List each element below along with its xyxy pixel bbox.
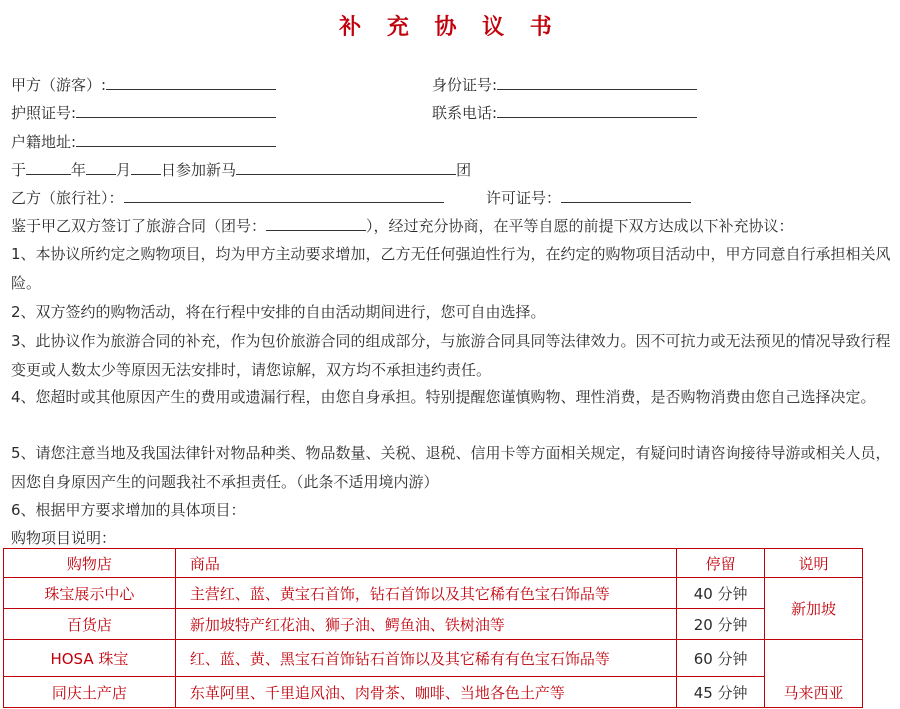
- party-a-label: 甲方（游客）:: [11, 76, 107, 94]
- license-line: [486, 187, 691, 209]
- clause-4: 4、您超时或其他原因产生的费用或遗漏行程，由您自身承担。特别提醒您谨慎购物、理性消费，是否购物消费由您自己选择决定。: [11, 388, 876, 406]
- party-b-line: [11, 187, 444, 209]
- table-row: [4, 640, 863, 677]
- shopping-table: [3, 548, 863, 708]
- phone-blank[interactable]: [497, 102, 697, 118]
- passport-line: [11, 102, 276, 124]
- clause-6: 6、根据甲方要求增加的具体项目：: [11, 501, 246, 519]
- intro-line: [11, 215, 794, 237]
- row-stay: 40 分钟: [677, 578, 765, 609]
- clause-3: 3、此协议作为旅游合同的补充，作为包价旅游合同的组成部分，与旅游合同具同等法律效力。因不可抗力或无法预见的情况导致行程变更或人数太少等原因无法安排时，请您谅解，双方均不承担违约责任。: [11, 332, 891, 379]
- table-header-row: [4, 549, 863, 578]
- group-no-blank[interactable]: [266, 215, 366, 231]
- party-b-blank[interactable]: [124, 187, 444, 203]
- year-label: 年: [71, 161, 87, 179]
- clause-5: 5、请您注意当地及我国法律针对物品种类、物品数量、关税、退税、信用卡等方面相关规定，有疑问时请咨询接待导游或相关人员，因您自身原因产生的问题我社不承担责任。（此条不适用境内游）: [11, 444, 891, 491]
- year-blank[interactable]: [26, 159, 71, 175]
- table-row: [4, 677, 863, 708]
- day-join-label: 日参加新马: [161, 161, 237, 179]
- phone-line: [432, 102, 697, 124]
- id-no-label: 身份证号:: [432, 76, 498, 94]
- row-stay: 45 分钟: [677, 677, 765, 708]
- row-shop: 百货店: [4, 609, 176, 640]
- id-no-line: [432, 74, 697, 96]
- group-label: 团: [456, 161, 472, 179]
- row-shop: HOSA 珠宝: [4, 640, 176, 677]
- party-b-label: 乙方（旅行社）：: [11, 189, 124, 207]
- table-row: [4, 609, 863, 640]
- row-goods: 东革阿里、千里追风油、肉骨茶、咖啡、当地各色土产等: [175, 677, 676, 708]
- header-note: 说明: [765, 549, 863, 578]
- party-a-line: [11, 74, 276, 96]
- intro-text-a: 鉴于甲乙双方签订了旅游合同（团号：: [11, 217, 267, 235]
- group-blank[interactable]: [236, 159, 456, 175]
- household-label: 户籍地址:: [11, 133, 77, 151]
- household-blank[interactable]: [76, 131, 276, 147]
- header-goods: 商品: [175, 549, 676, 578]
- license-label: 许可证号：: [486, 189, 562, 207]
- row-shop: 同庆土产店: [4, 677, 176, 708]
- document-title: 补 充 协 议 书: [339, 15, 561, 40]
- header-shop: 购物店: [4, 549, 176, 578]
- month-blank[interactable]: [86, 159, 116, 175]
- party-a-blank[interactable]: [106, 74, 276, 90]
- row-goods: 新加坡特产红花油、狮子油、鳄鱼油、铁树油等: [175, 609, 676, 640]
- row-note: 马来西亚: [765, 640, 863, 708]
- intro-text-b: ），经过充分协商，在平等自愿的前提下双方达成以下补充协议：: [366, 217, 794, 235]
- row-goods: 主营红、蓝、黄宝石首饰，钻石首饰以及其它稀有色宝石饰品等: [175, 578, 676, 609]
- phone-label: 联系电话:: [432, 104, 498, 122]
- day-blank[interactable]: [131, 159, 161, 175]
- id-no-blank[interactable]: [497, 74, 697, 90]
- row-note: 新加坡: [765, 578, 863, 640]
- header-stay: 停留: [677, 549, 765, 578]
- month-label: 月: [116, 161, 132, 179]
- clause-2: 2、双方签约的购物活动，将在行程中安排的自由活动期间进行，您可自由选择。: [11, 303, 546, 321]
- row-shop: 珠宝展示中心: [4, 578, 176, 609]
- date-line: [11, 159, 471, 181]
- household-line: [11, 131, 276, 153]
- table-row: [4, 578, 863, 609]
- passport-label: 护照证号:: [11, 104, 77, 122]
- passport-blank[interactable]: [76, 102, 276, 118]
- row-stay: 60 分钟: [677, 640, 765, 677]
- row-stay: 20 分钟: [677, 609, 765, 640]
- row-goods: 红、蓝、黄、黑宝石首饰钻石首饰以及其它稀有有色宝石饰品等: [175, 640, 676, 677]
- clause-1: 1、本协议所约定之购物项目，均为甲方主动要求增加，乙方无任何强迫性行为，在约定的购物项目活动中，甲方同意自行承担相关风险。: [11, 245, 891, 292]
- date-prefix: 于: [11, 161, 27, 179]
- license-blank[interactable]: [561, 187, 691, 203]
- shopping-caption: 购物项目说明：: [11, 529, 117, 547]
